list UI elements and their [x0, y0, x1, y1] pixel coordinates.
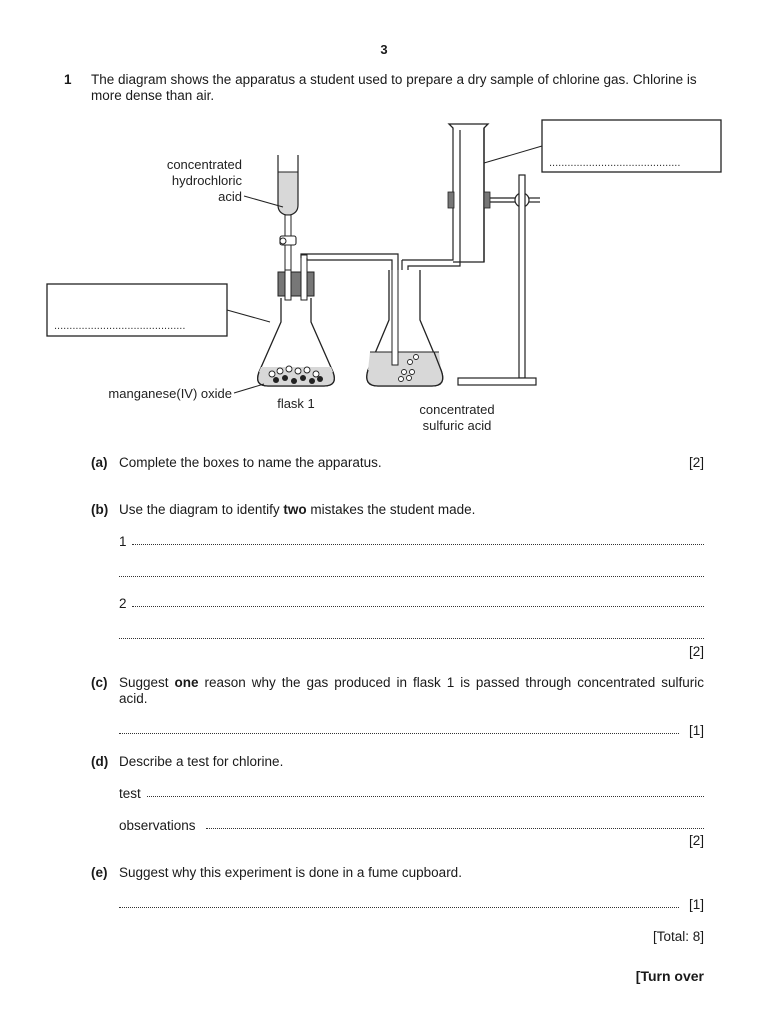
part-e-text: Suggest why this experiment is done in a fume cupboard. [119, 865, 462, 880]
turn-over: [Turn over [635, 968, 704, 984]
label-acid-2: sulfuric acid [422, 418, 492, 433]
part-b-line2-number: 2 [119, 596, 127, 611]
label-flask1: flask 1 [277, 396, 315, 411]
part-a-marks: [2] [688, 455, 704, 470]
leader-line-condenser [484, 146, 542, 163]
part-c-label: (c) [91, 675, 108, 690]
label-hcl-1: concentrated [166, 157, 242, 172]
question-total: [Total: 8] [652, 929, 704, 944]
part-d-text: Describe a test for chlorine. [119, 754, 284, 769]
answer-line-d-observations[interactable] [206, 828, 704, 829]
part-d-marks: [2] [688, 833, 704, 848]
clamp-stand [448, 175, 540, 385]
answer-line-b2[interactable] [132, 606, 704, 607]
question-number: 1 [64, 72, 72, 87]
part-c-text: Suggest one reason why the gas produced in flask 1 is passed through concentrated sulfuric acid. [119, 675, 704, 706]
answer-box-right-dots: ........................................... [549, 157, 681, 169]
leader-line-mno2 [234, 384, 264, 393]
flask-1 [258, 255, 335, 386]
answer-line-b1[interactable] [132, 544, 704, 545]
part-c-marks: [1] [688, 723, 704, 738]
label-hcl-2: hydrochloric [171, 173, 242, 188]
leader-line-flask [227, 310, 270, 322]
answer-line-c[interactable] [119, 733, 679, 734]
answer-line-d-test[interactable] [147, 796, 704, 797]
answer-line-b2-cont[interactable] [119, 638, 704, 639]
answer-line-b1-cont[interactable] [119, 576, 704, 577]
part-b-line1-number: 1 [119, 534, 127, 549]
page-number: 3 [380, 42, 388, 57]
part-e-label: (e) [91, 865, 108, 880]
part-a-text: Complete the boxes to name the apparatus. [119, 455, 382, 470]
part-d-observations-label: observations [119, 818, 196, 833]
apparatus-diagram [0, 110, 768, 440]
dropping-funnel [278, 155, 298, 275]
label-acid-1: concentrated [419, 402, 495, 417]
part-b-marks: [2] [688, 644, 704, 659]
part-d-test-label: test [119, 786, 141, 801]
question-stem: The diagram shows the apparatus a student used to prepare a dry sample of chlorine gas. Chlorine is more dense than air. [91, 72, 697, 103]
leader-line-hcl [244, 196, 283, 207]
gas-jar [449, 124, 488, 262]
part-b-text: Use the diagram to identify two mistakes the student made. [119, 502, 476, 517]
label-hcl-3: acid [218, 189, 242, 204]
answer-box-left-dots: ........................................... [54, 320, 186, 332]
part-b-label: (b) [91, 502, 109, 517]
part-d-label: (d) [91, 754, 109, 769]
answer-box-left[interactable] [47, 284, 227, 336]
label-mno2: manganese(IV) oxide [108, 386, 232, 401]
flask-2 [367, 130, 460, 386]
part-e-marks: [1] [688, 897, 704, 912]
part-a-label: (a) [91, 455, 108, 470]
answer-box-right[interactable] [542, 120, 721, 172]
answer-line-e[interactable] [119, 907, 679, 908]
